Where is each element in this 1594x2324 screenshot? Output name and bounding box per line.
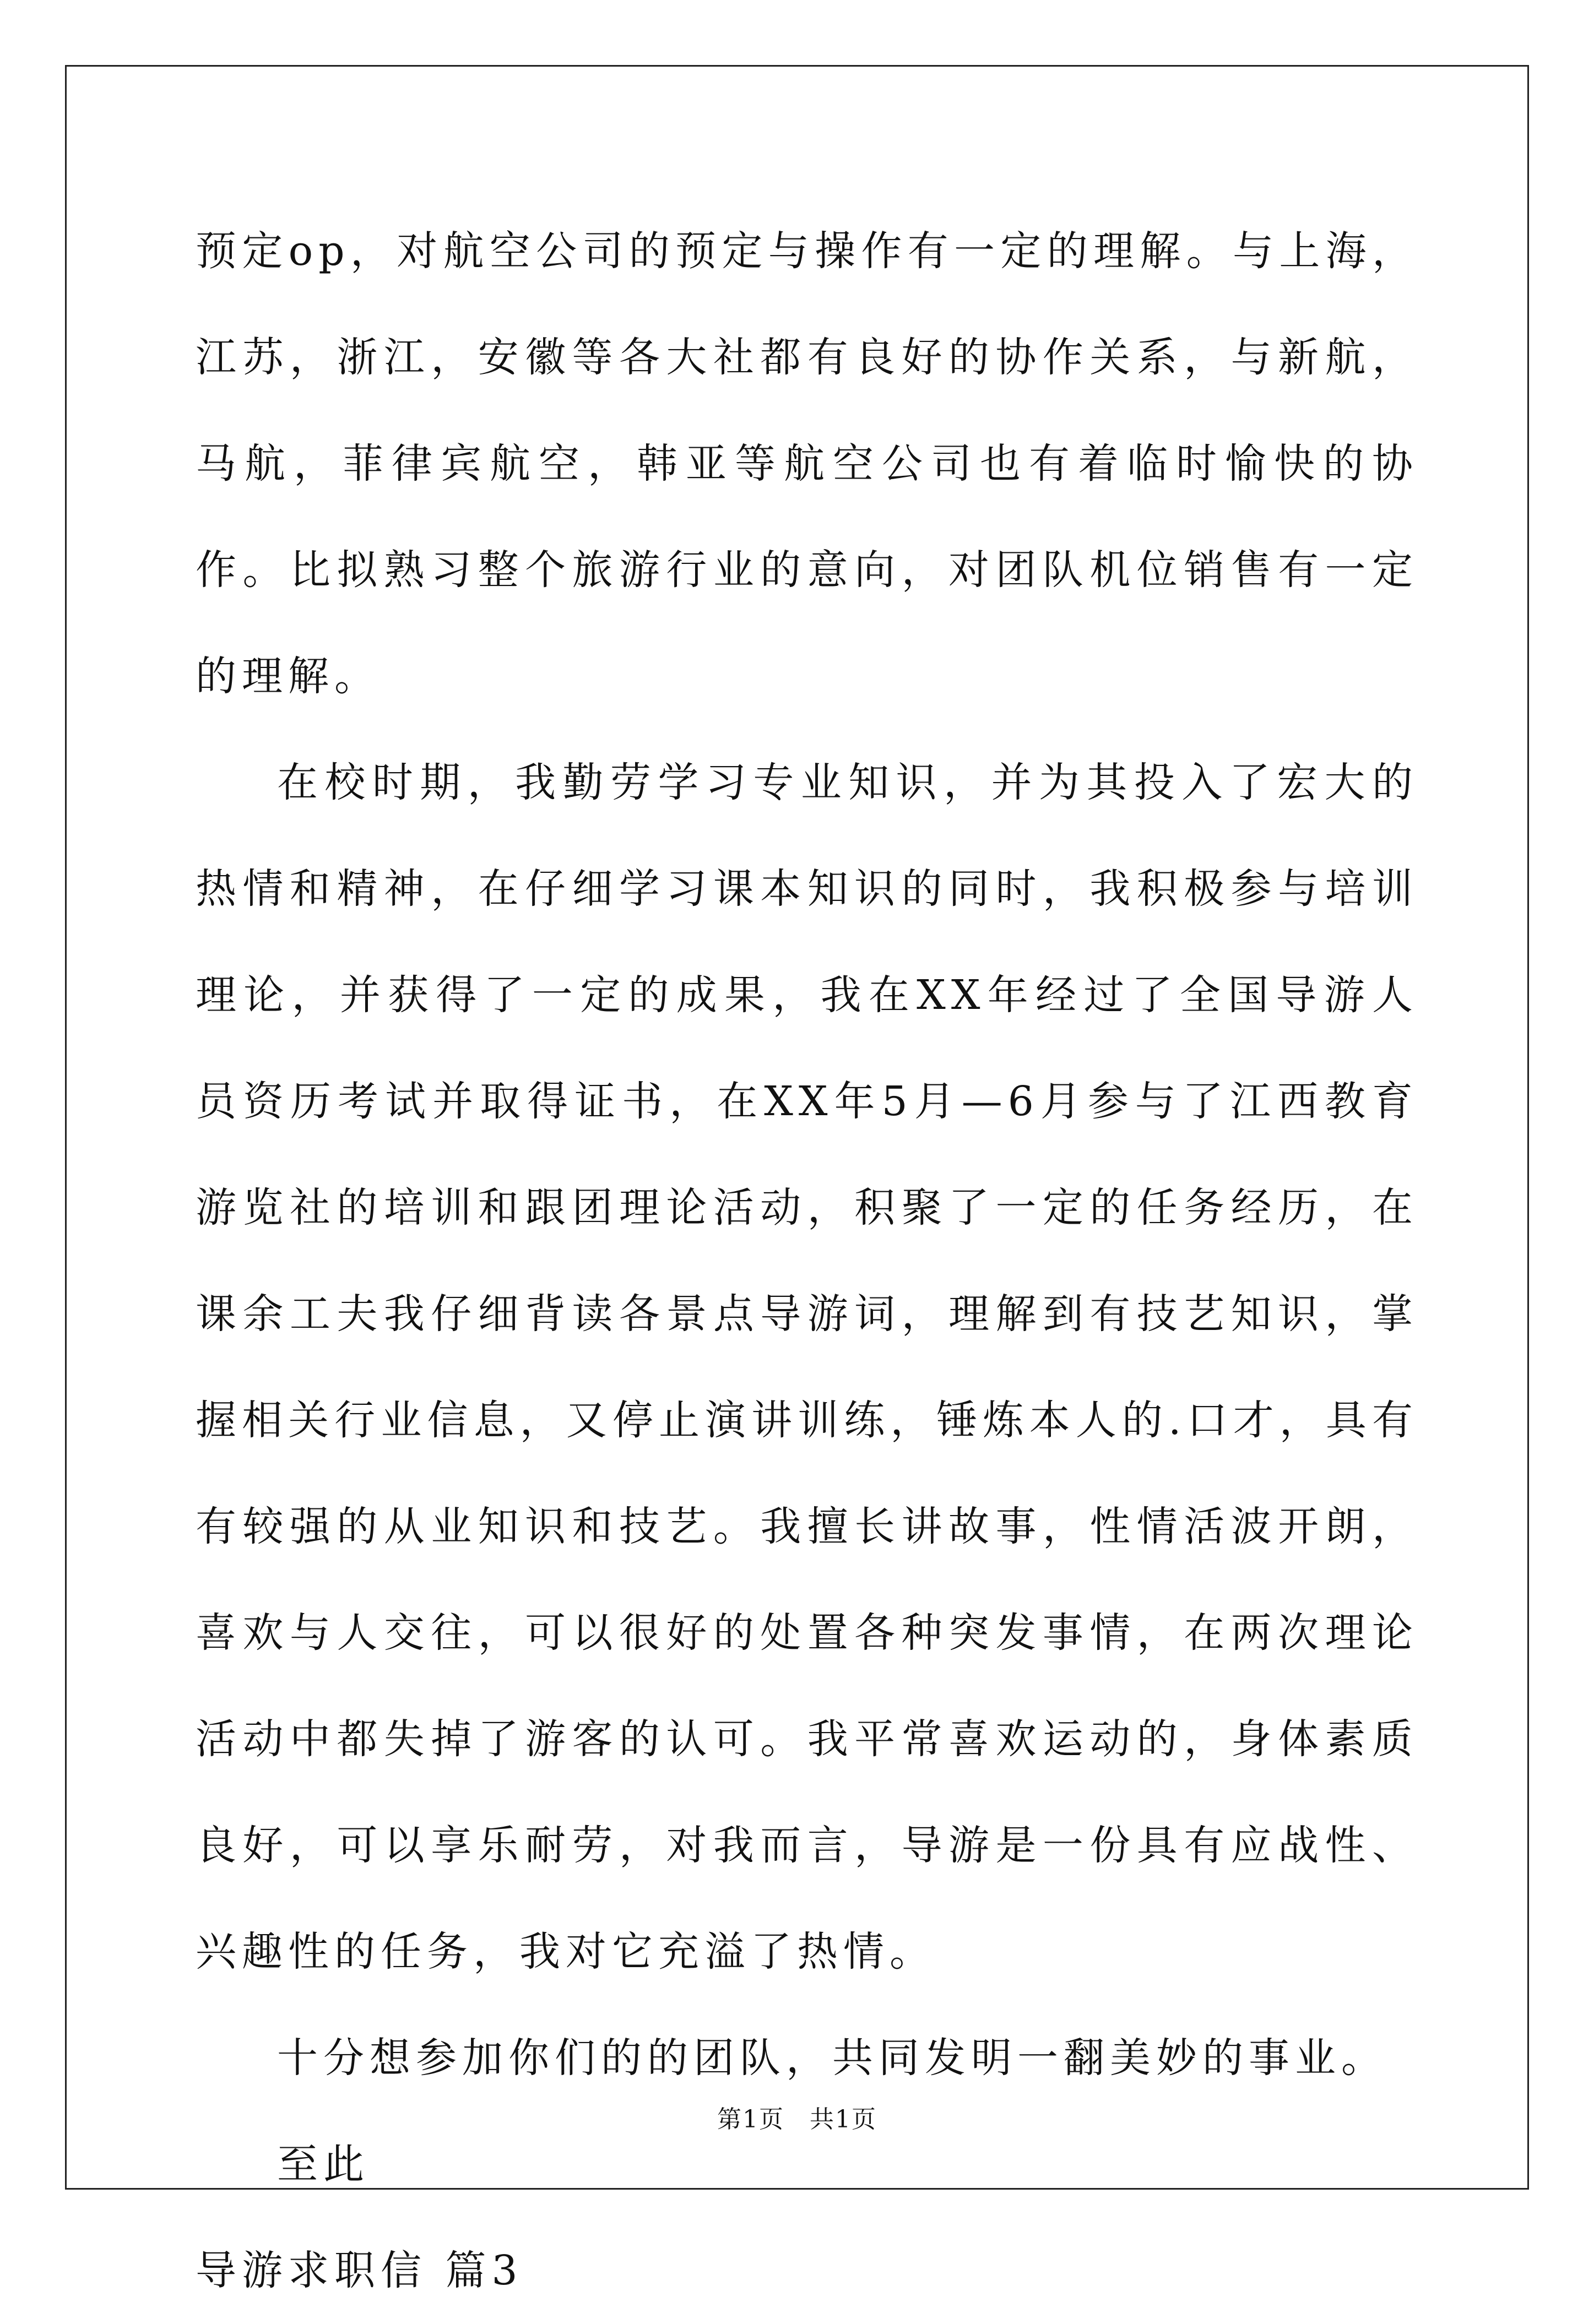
paragraph-school-experience: 在校时期，我勤劳学习专业知识，并为其投入了宏大的热情和精神，在仔细学习课本知识的同时，我积极参与培训理论，并获得了一定的成果，我在XX年经过了全国导游人员资历考试并取得证书，在XX年5月—6月参与了江西教育游览社的培训和跟团理论活动，积聚了一定的任务经历，在课余工夫我仔细背读各景点导游词，理解到有技艺知识，掌握相关行业信息，又停止演讲训练，锤炼本人的.口才，具有有较强的从业知识和技艺。我擅长讲故事，性情活波开朗，喜欢与人交往，可以很好的处置各种突发事情，在两次理论活动中都失掉了游客的认可。我平常喜欢运动的，身体素质良好，可以享乐耐劳，对我而言，导游是一份具有应战性、兴趣性的任务，我对它充溢了热情。 bbox=[196, 759, 1418, 1975]
paragraph-booking-experience: 预定op，对航空公司的预定与操作有一定的理解。与上海，江苏，浙江，安徽等各大社都有良好的协作关系，与新航，马航，菲律宾航空，韩亚等航空公司也有着临时愉快的协作。比拟熟习整个旅游行业的意向，对团队机位销售有一定的理解。 bbox=[196, 227, 1418, 700]
next-section-heading: 导游求职信 篇3 bbox=[196, 2247, 523, 2294]
paragraph-closing: 至此 bbox=[277, 2141, 370, 2188]
paragraph-join-team: 十分想参加你们的的团队，共同发明一翻美妙的事业。 bbox=[277, 2034, 1387, 2082]
page-footer-indicator: 第1页 共1页 bbox=[717, 2105, 877, 2133]
document-body bbox=[196, 198, 1418, 2324]
